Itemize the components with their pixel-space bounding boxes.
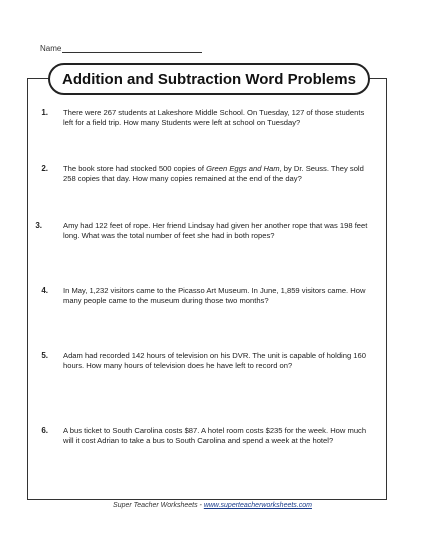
problem-number: 2. bbox=[41, 164, 48, 173]
title-banner bbox=[48, 63, 370, 95]
problem-text: There were 267 students at Lakeshore Middle School. On Tuesday, 127 of those students left for a field trip. How many Students were left at school on Tuesday? bbox=[63, 108, 365, 127]
problem-number: 1. bbox=[41, 108, 48, 117]
problem-text-part: , by Dr. Seuss. They sold 258 copies that day. How many copies remained at the end of the day? bbox=[63, 164, 364, 183]
book-title: Green Eggs and Ham bbox=[206, 164, 280, 173]
footer bbox=[0, 502, 425, 509]
footer-text: Super Teacher Worksheets - bbox=[113, 502, 204, 509]
name-underline bbox=[62, 44, 202, 53]
problem-number: 5. bbox=[41, 351, 48, 360]
page-title: Addition and Subtraction Word Problems bbox=[62, 70, 356, 88]
footer-link[interactable]: www.superteacherworksheets.com bbox=[203, 502, 312, 509]
problem-text-part: The book store had stocked 500 copies of bbox=[63, 164, 207, 173]
problem-number: 6. bbox=[41, 426, 48, 435]
name-label: Name bbox=[40, 44, 62, 53]
problem-number: 3. bbox=[35, 221, 42, 230]
problem-text: Adam had recorded 142 hours of television on his DVR. The unit is capable of holding 160 hours. How many hours of television does he have left to record on? bbox=[63, 351, 366, 370]
problem-text bbox=[63, 164, 373, 184]
name-field bbox=[40, 44, 202, 53]
problem-text: Amy had 122 feet of rope. Her friend Lindsay had given her another rope that was 198 feet long. What was the total number of feet she had in both ropes? bbox=[63, 221, 368, 240]
problem-text: A bus ticket to South Carolina costs $87. A hotel room costs $235 for the week. How much will it cost Adrian to take a bus to South Carolina and spend a week at the hotel? bbox=[63, 426, 367, 445]
problem-text: In May, 1,232 visitors came to the Picasso Art Museum. In June, 1,859 visitors came. How many people came to the museum during those two months? bbox=[63, 286, 366, 305]
problem-number: 4. bbox=[41, 286, 48, 295]
